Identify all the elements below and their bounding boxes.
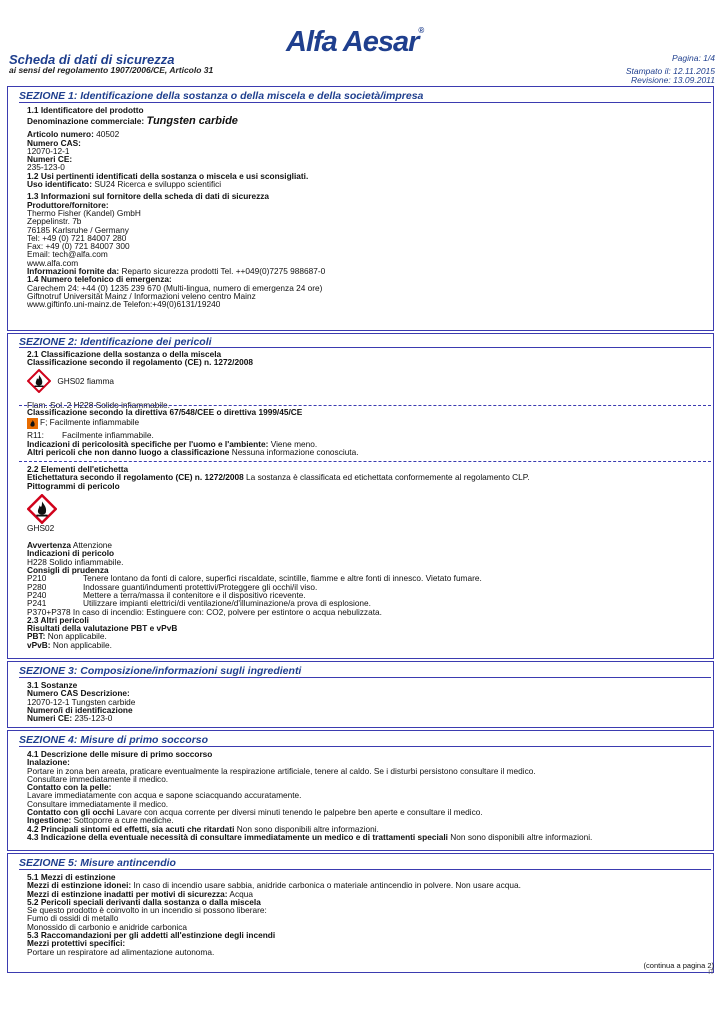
inhalation-line: Consultare immediatamente il medico.: [27, 773, 169, 784]
s3-sub31: 3.1 Sostanze: [27, 680, 78, 690]
section-3-divider: [19, 677, 711, 678]
producer-label: Produttore/fornitore:: [27, 199, 109, 210]
precaution-text: Utilizzare impianti elettrici/di ventilazione/d'illuminazione/a prova di esplosione.: [83, 598, 371, 609]
unsuitable-media-label: Mezzi di estinzione inadatti per motivi di sicurezza:: [27, 888, 228, 899]
emergency-line: Giftnotruf Universität Mainz / Informazioni veleno centro Mainz: [27, 290, 256, 301]
ce-value: 235-123-0: [74, 713, 113, 724]
s42-label: 4.2 Principali sintomi ed effetti, sia acuti che ritardati: [27, 823, 235, 834]
s52-line: Fumo di ossidi di metallo: [27, 913, 119, 924]
print-date: Stampato il: 12.11.2015: [625, 66, 715, 76]
s43-value: Non sono disponibili altre informazioni.: [450, 831, 593, 842]
section-2a-content: [27, 350, 714, 409]
section-5-divider: [19, 869, 711, 870]
ingestion-value: Sottoporre a cure mediche.: [73, 815, 174, 826]
trade-name-value: Tungsten carbide: [146, 115, 238, 128]
address-line: Zeppelinstr. 7b: [27, 216, 82, 227]
precaution-code: P280: [27, 581, 47, 592]
r11-code: R11:: [27, 430, 44, 441]
s1-sub13: 1.3 Informazioni sul fornitore della scheda di dati di sicurezza: [27, 191, 270, 202]
ghs02-flame-icon: [27, 494, 57, 524]
address-line: Thermo Fisher (Kandel) GmbH: [27, 207, 141, 218]
s5-sub52: 5.2 Pericoli speciali derivanti dalla sostanza o dalla miscela: [27, 896, 261, 907]
eye-value: Lavare con acqua corrente per diversi minuti tenendo le palpebre ben aperte e consultare il medico.: [116, 807, 483, 818]
labelling-label: Etichettatura secondo il regolamento (CE) n. 1272/2008: [27, 472, 244, 483]
cas-description-heading: Numero CAS Descrizione:: [27, 688, 130, 699]
article-value: 40502: [96, 129, 120, 140]
section-1-divider: [19, 102, 711, 103]
document-subtitle: ai sensi del regolamento 1907/2006/CE, Articolo 31: [9, 65, 214, 75]
section-2c-content: [27, 465, 714, 649]
alfa-aesar-logo: Alfa Aesar®: [286, 26, 425, 58]
trade-name-label: Denominazione commerciale:: [27, 116, 145, 127]
identification-heading: Numero/i di identificazione: [27, 704, 133, 715]
section-3-heading: SEZIONE 3: Composizione/informazioni sugli ingredienti: [19, 665, 302, 677]
section-4-heading: SEZIONE 4: Misure di primo soccorso: [19, 734, 209, 746]
section-1-heading: SEZIONE 1: Identificazione della sostanza o della miscela e della società/impresa: [19, 90, 424, 102]
ce-value: 235-123-0: [27, 162, 65, 173]
cas-value: 12070-12-1: [27, 145, 70, 156]
unsuitable-media-value: Acqua: [229, 888, 253, 899]
ppe-value: Portare un respiratore ad alimentazione autonoma.: [27, 946, 215, 957]
s1-sub12: 1.2 Usi pertinenti identificati della sostanza o miscela e usi sconsigliati.: [27, 170, 309, 181]
suitable-media-value: In caso di incendio usare sabbia, anidride carbonica o materiale antincendio in polvere. Non usare acqua.: [133, 880, 521, 891]
pbt-value: Non applicabile.: [47, 631, 107, 642]
ghs02-label: GHS02 fiamma: [57, 375, 115, 386]
revision-date: Revisione: 13.09.2011: [631, 75, 715, 85]
section-3-content: [27, 681, 714, 722]
pictograms-heading: Pittogrammi di pericolo: [27, 480, 120, 491]
address-line: Tel: +49 (0) 721 84007 280: [27, 232, 127, 243]
cas-label: Numero CAS:: [27, 137, 81, 148]
precaution-code: P210: [27, 573, 47, 584]
specific-hazards-label: Indicazioni di pericolosità specifiche per l'uomo e l'ambiente:: [27, 438, 269, 449]
section-4-divider: [19, 746, 711, 747]
address-line: Fax: +49 (0) 721 84007 300: [27, 241, 130, 252]
section-4-content: [27, 750, 714, 841]
s2-sub22: 2.2 Elementi dell'etichetta: [27, 464, 129, 474]
precaution-code: P241: [27, 598, 47, 609]
page-number: Pagina: 1/4: [671, 53, 715, 63]
skin-label: Contatto con la pelle:: [27, 782, 112, 793]
other-hazards-label: Altri pericoli che non danno luogo a classificazione: [27, 446, 230, 457]
document-title: Scheda di dati di sicurezza: [9, 52, 175, 67]
section-2-heading: SEZIONE 2: Identificazione dei pericoli: [19, 336, 212, 348]
skin-line: Consultare immediatamente il medico.: [27, 798, 169, 809]
s43-label: 4.3 Indicazione della eventuale necessità di consultare immediatamente un medico e di trattamenti speciali: [27, 831, 448, 842]
s2-sub23: 2.3 Altri pericoli: [27, 614, 89, 625]
emergency-line: www.giftinfo.uni-mainz.de Telefon:+49(0)6131/19240: [27, 299, 221, 310]
section-1-content: [27, 106, 714, 309]
s5-sub51: 5.1 Mezzi di estinzione: [27, 872, 116, 882]
pbt-heading: Risultati della valutazione PBT e vPvB: [27, 623, 178, 634]
ghs02-flame-icon: [27, 369, 51, 393]
f-label: F; Facilmente infiammabile: [40, 417, 140, 428]
other-hazards-value: Nessuna informazione conosciuta.: [231, 446, 359, 457]
precaution-text: Indossare guanti/indumenti protettivi/Proteggere gli occhi/il viso.: [83, 581, 318, 592]
section-2b-content: [27, 408, 714, 456]
inhalation-line: Portare in zona ben areata, praticare eventualmente la respirazione artificiale, tenere al caldo. Se i disturbi persistono consultare il medico.: [27, 765, 536, 776]
specific-hazards-value: Viene meno.: [270, 438, 318, 449]
vpvb-value: Non applicabile.: [52, 639, 112, 650]
signal-word-value: Attenzione: [72, 540, 113, 551]
dashed-divider: [19, 405, 711, 406]
flammable-f-icon: [27, 418, 38, 429]
hazard-statements-heading: Indicazioni di pericolo: [27, 548, 115, 559]
ce-label: Numeri CE:: [27, 713, 73, 724]
s1-sub11: 1.1 Identificatore del prodotto: [27, 105, 144, 115]
precaution-text: Tenere lontano da fonti di calore, superfici riscaldate, scintille, fiamme e altre fonti di innesco. Vietato fumare.: [83, 573, 482, 584]
emergency-line: Carechem 24: +44 (0) 1235 239 670 (Multi-lingua, numero di emergenza 24 ore): [27, 282, 323, 293]
pbt-label: PBT:: [27, 631, 46, 642]
use-value: SU24 Ricerca e sviluppo scientifici: [94, 179, 222, 190]
precautionary-heading: Consigli di prudenza: [27, 565, 109, 576]
s52-line: Se questo prodotto è coinvolto in un incendio si possono liberare:: [27, 905, 267, 916]
eye-label: Contatto con gli occhi: [27, 807, 115, 818]
info-value: Reparto sicurezza prodotti Tel. ++049(0)7275 988687-0: [121, 266, 326, 277]
clp-classification: Classificazione secondo il regolamento (CE) n. 1272/2008: [27, 357, 253, 368]
precaution-code: P240: [27, 589, 47, 600]
address-line: www.alfa.com: [27, 257, 79, 268]
ce-label: Numeri CE:: [27, 154, 73, 165]
section-2-divider: [19, 347, 711, 348]
continued-note: (continua a pagina 2): [643, 961, 714, 970]
dashed-divider: [19, 461, 711, 462]
address-line: Email: tech@alfa.com: [27, 249, 108, 260]
labelling-value: La sostanza è classificata ed etichettata conformemente al regolamento CLP.: [246, 472, 530, 483]
h228-line: H228 Solido infiammabile.: [27, 556, 124, 567]
section-5-content: [27, 873, 714, 956]
inhalation-label: Inalazione:: [27, 757, 70, 768]
s2-sub21: 2.1 Classificazione della sostanza o della miscela: [27, 349, 222, 359]
language-code: IT: [708, 969, 714, 976]
r11-text: Facilmente infiammabile.: [62, 430, 154, 441]
directive-heading: Classificazione secondo la direttiva 67/548/CEE o direttiva 1999/45/CE: [27, 407, 303, 417]
cas-line: 12070-12-1 Tungsten carbide: [27, 696, 136, 707]
signal-word-label: Avvertenza: [27, 540, 71, 551]
s42-value: Non sono disponibili altre informazioni.: [236, 823, 379, 834]
article-label: Articolo numero:: [27, 129, 94, 140]
s1-sub14: 1.4 Numero telefonico di emergenza:: [27, 274, 172, 285]
info-label: Informazioni fornite da:: [27, 266, 120, 277]
suitable-media-label: Mezzi di estinzione idonei:: [27, 880, 132, 891]
p370-line: P370+P378 In caso di incendio: Estinguere con: CO2, polvere per estintore o acqua nebulizzata.: [27, 606, 382, 617]
precaution-text: Mettere a terra/massa il contenitore e il dispositivo ricevente.: [83, 589, 306, 600]
vpvb-label: vPvB:: [27, 639, 51, 650]
section-5-heading: SEZIONE 5: Misure antincendio: [19, 857, 176, 869]
use-label: Uso identificato:: [27, 179, 92, 190]
s5-sub53: 5.3 Raccomandazioni per gli addetti all'estinzione degli incendi: [27, 930, 276, 941]
ppe-label: Mezzi protettivi specifici:: [27, 938, 126, 949]
skin-line: Lavare immediatamente con acqua e sapone sciacquando accuratamente.: [27, 790, 302, 801]
s52-line: Monossido di carbonio e anidride carbonica: [27, 921, 188, 932]
address-line: 76185 Karlsruhe / Germany: [27, 224, 129, 235]
ingestion-label: Ingestione:: [27, 815, 72, 826]
s4-sub41: 4.1 Descrizione delle misure di primo soccorso: [27, 749, 213, 759]
ghs02-caption: GHS02: [27, 522, 55, 533]
flam-sol-line: Flam. Sol. 2 H228 Solido infiammabile.: [27, 399, 170, 410]
